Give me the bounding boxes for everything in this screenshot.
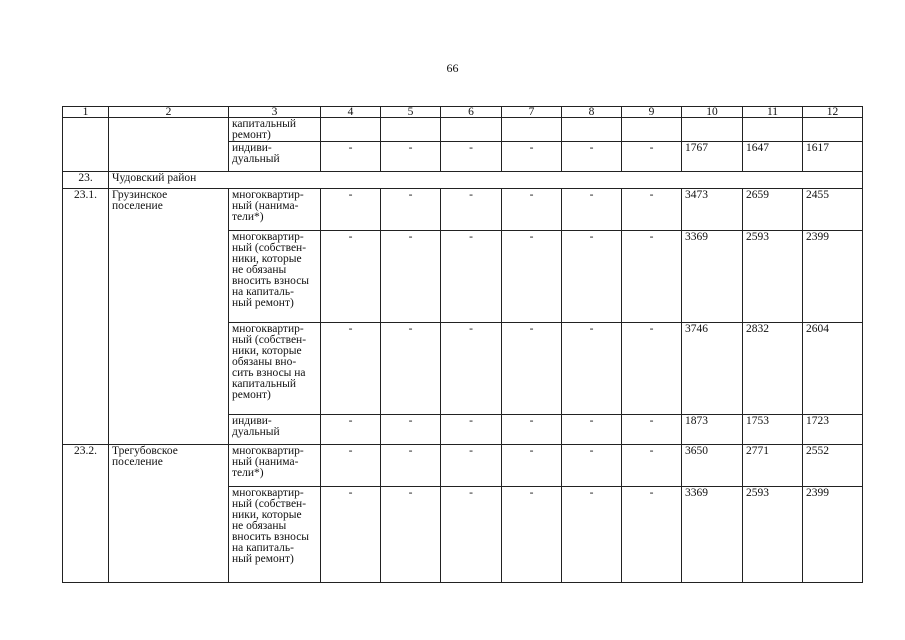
housing-type-cell: многоквартир- ный (собствен- ники, которые не обязаны вносить взносы на капиталь- ный ремонт) [229,487,321,583]
value-cell: - [381,487,441,583]
value-col11-cell: 2832 [743,323,803,415]
column-number-header: 12 [803,107,863,118]
value-cell [562,118,622,142]
value-col12-cell: 1617 [803,142,863,172]
value-cell: - [321,142,381,172]
value-cell [502,118,562,142]
value-cell: - [562,445,622,487]
region-row [63,172,863,189]
value-cell [381,118,441,142]
column-number-header: 8 [562,107,622,118]
value-col12-cell: 1723 [803,415,863,445]
value-col12-cell: 2604 [803,323,863,415]
column-number-header: 1 [63,107,109,118]
value-cell: - [502,142,562,172]
column-number-header: 2 [109,107,229,118]
page-number: 66 [446,61,459,75]
housing-type-cell: индиви- дуальный [229,415,321,445]
value-col10-cell: 3369 [682,231,743,323]
column-number-header: 6 [441,107,502,118]
value-col11-cell: 1753 [743,415,803,445]
value-cell: - [381,142,441,172]
value-cell: - [381,445,441,487]
region-name-cell: Чудовский район [109,172,863,189]
value-cell [321,118,381,142]
value-cell: - [622,231,682,323]
value-cell: - [622,142,682,172]
row-number-cell: 23.2. [63,445,109,583]
column-number-header: 9 [622,107,682,118]
value-col11-cell: 2771 [743,445,803,487]
settlement-name-cell: Грузинское поселение [109,189,229,445]
value-cell: - [321,487,381,583]
value-col10-cell: 1767 [682,142,743,172]
value-cell: - [321,323,381,415]
value-cell: - [502,415,562,445]
region-number-cell: 23. [63,172,109,189]
value-cell: - [441,231,502,323]
value-col12-cell: 2399 [803,487,863,583]
value-cell: - [441,445,502,487]
column-number-header: 11 [743,107,803,118]
value-cell: - [622,189,682,231]
value-cell: - [502,189,562,231]
table-row [63,118,863,142]
value-col12-cell: 2552 [803,445,863,487]
value-cell: - [622,487,682,583]
table-row [63,445,863,487]
value-cell: - [381,189,441,231]
row-number-cell [63,118,109,172]
value-col11-cell: 1647 [743,142,803,172]
settlement-name-cell: Трегубовское поселение [109,445,229,583]
value-col12-cell [803,118,863,142]
value-col12-cell: 2399 [803,231,863,323]
value-col12-cell: 2455 [803,189,863,231]
value-cell: - [321,189,381,231]
housing-type-cell: многоквартир- ный (собствен- ники, которые не обязаны вносить взносы на капиталь- ный ремонт) [229,231,321,323]
column-number-header: 10 [682,107,743,118]
value-cell: - [441,415,502,445]
value-col10-cell: 3369 [682,487,743,583]
row-number-cell: 23.1. [63,189,109,445]
value-cell: - [562,142,622,172]
value-cell: - [562,487,622,583]
value-cell: - [381,231,441,323]
value-col10-cell: 3746 [682,323,743,415]
value-cell: - [441,142,502,172]
value-cell: - [321,231,381,323]
value-cell: - [321,445,381,487]
value-cell: - [562,189,622,231]
value-cell: - [502,487,562,583]
column-number-header: 5 [381,107,441,118]
value-cell: - [381,323,441,415]
column-number-header: 4 [321,107,381,118]
table-row [63,189,863,231]
value-col11-cell: 2593 [743,487,803,583]
value-cell: - [441,323,502,415]
value-cell: - [502,323,562,415]
housing-type-cell: многоквартир- ный (нанима- тели*) [229,189,321,231]
value-cell: - [441,487,502,583]
column-number-header: 7 [502,107,562,118]
value-cell: - [321,415,381,445]
value-col10-cell: 3473 [682,189,743,231]
value-cell: - [562,323,622,415]
value-cell: - [562,415,622,445]
housing-type-cell: многоквартир- ный (собствен- ники, которые обязаны вно- сить взносы на капитальный ремонт) [229,323,321,415]
value-col11-cell: 2659 [743,189,803,231]
value-cell [441,118,502,142]
value-cell: - [622,415,682,445]
value-cell: - [441,189,502,231]
value-col10-cell: 1873 [682,415,743,445]
column-number-header: 3 [229,107,321,118]
header-row [63,107,863,118]
housing-type-cell: индиви- дуальный [229,142,321,172]
housing-type-cell: многоквартир- ный (нанима- тели*) [229,445,321,487]
value-cell: - [502,231,562,323]
value-cell: - [502,445,562,487]
value-col10-cell: 3650 [682,445,743,487]
value-col10-cell [682,118,743,142]
value-col11-cell: 2593 [743,231,803,323]
value-col11-cell [743,118,803,142]
settlement-name-cell [109,118,229,172]
housing-type-cell: капитальный ремонт) [229,118,321,142]
value-cell: - [622,445,682,487]
value-cell: - [562,231,622,323]
value-cell [622,118,682,142]
value-cell: - [622,323,682,415]
value-cell: - [381,415,441,445]
tariff-table [62,106,863,583]
